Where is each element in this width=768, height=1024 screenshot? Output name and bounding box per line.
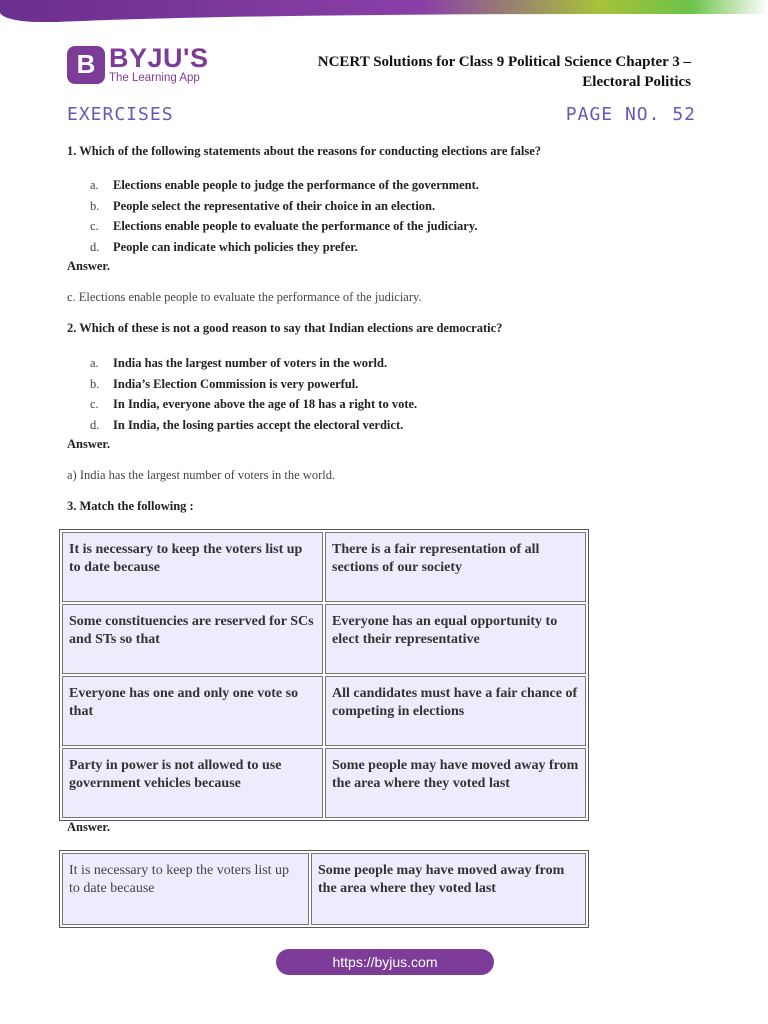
question-1: 1. Which of the following statements about the reasons for conducting elections are false? (67, 144, 542, 158)
option: c. In India, everyone above the age of 18 has a right to vote. (90, 397, 418, 411)
logo-tagline: The Learning App (109, 72, 200, 84)
logo-name: BYJU'S (109, 43, 209, 73)
section-heading: EXERCISES (67, 104, 174, 125)
table-row: Some constituencies are reserved for SCs and STs so that Everyone has an equal opportunity to elect their representative (62, 604, 586, 674)
table-row: Everyone has one and only one vote so that All candidates must have a fair chance of competing in elections (62, 676, 586, 746)
logo-mark: B (67, 46, 105, 84)
answer-text: c. Elections enable people to evaluate the performance of the judiciary. (67, 290, 422, 304)
table-row: It is necessary to keep the voters list up to date because There is a fair representation of all sections of our society (62, 532, 586, 602)
table-row: It is necessary to keep the voters list up to date because Some people may have moved away from the area where they voted last (62, 853, 586, 925)
answer-label: Answer. (67, 820, 110, 834)
answer-table (59, 850, 589, 928)
option: a. India has the largest number of voters in the world. (90, 356, 388, 370)
footer-url-link[interactable]: https://byjus.com (276, 949, 494, 975)
answer-label: Answer. (67, 259, 110, 273)
answer-label: Answer. (67, 437, 110, 451)
table-row: Party in power is not allowed to use government vehicles because Some people may have moved away from the area where they voted last (62, 748, 586, 818)
match-table (59, 529, 589, 821)
question-3: 3. Match the following : (67, 499, 194, 513)
question-1-options (90, 175, 479, 257)
question-2-options (90, 353, 417, 435)
option: c. Elections enable people to evaluate the performance of the judiciary. (90, 219, 478, 233)
option: b. India’s Election Commission is very powerful. (90, 376, 359, 391)
answer-text: a) India has the largest number of voters in the world. (67, 468, 336, 482)
question-2: 2. Which of these is not a good reason to say that Indian elections are democratic? (67, 321, 503, 335)
option: a. Elections enable people to judge the performance of the government. (90, 178, 479, 192)
page-number: PAGE NO. 52 (565, 104, 696, 125)
option: d. In India, the losing parties accept the electoral verdict. (90, 417, 404, 432)
document-title: NCERT Solutions for Class 9 Political Science Chapter 3 – Electoral Politics (317, 54, 691, 90)
option: d. People can indicate which policies they prefer. (90, 239, 358, 254)
byjus-logo[interactable] (67, 45, 208, 85)
option: b. People select the representative of their choice in an election. (90, 198, 436, 213)
